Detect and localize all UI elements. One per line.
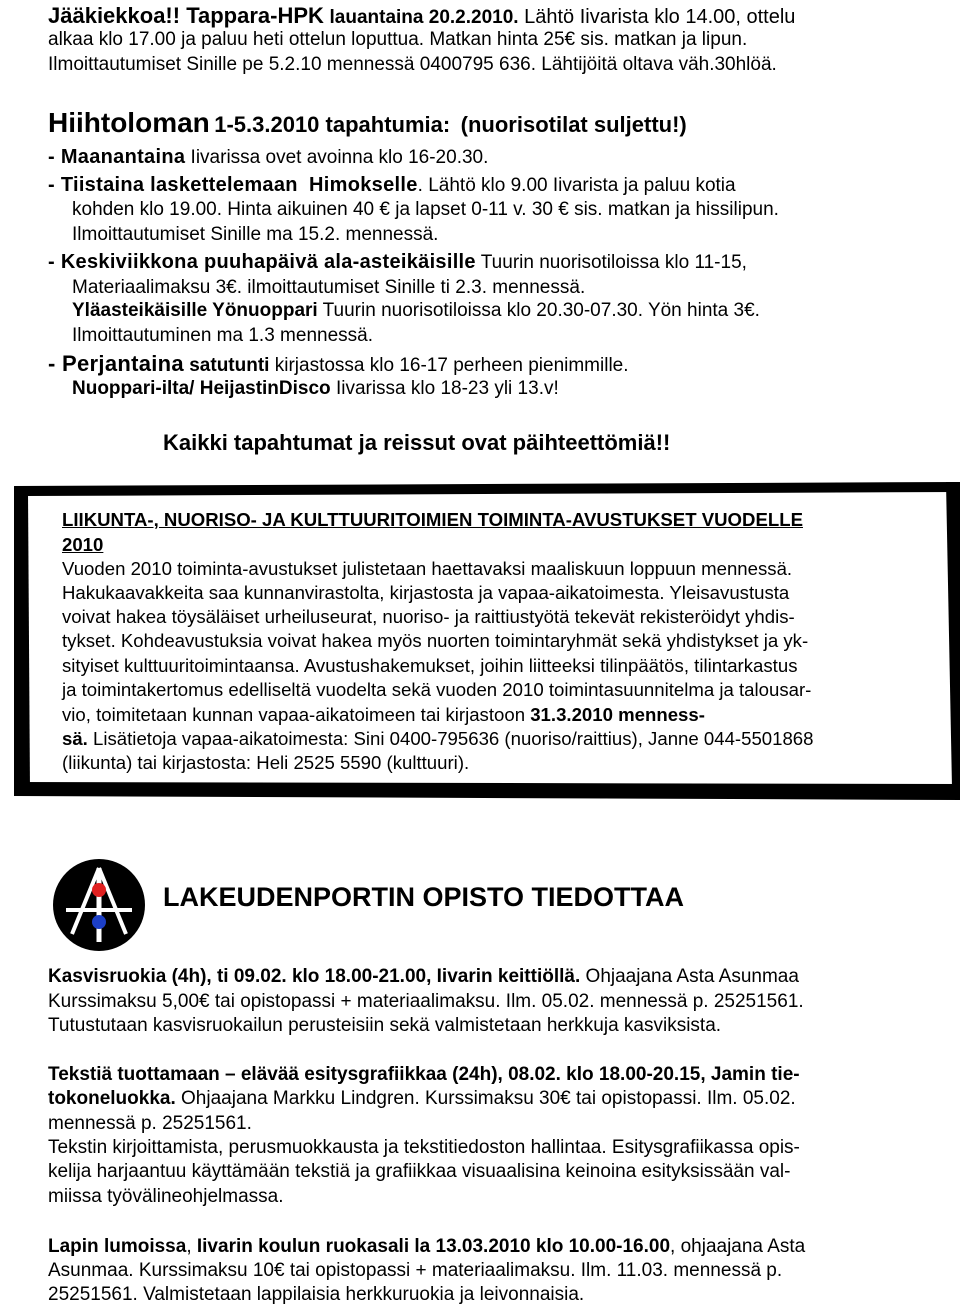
holiday-title: Hiihtoloman [48, 107, 210, 138]
friday-line-2: Nuoppari-ilta/ HeijastinDisco Iivarissa klo 18-23 yli 13.v! [72, 378, 559, 399]
wednesday-line: - Keskiviikkona puuhapäivä ala-asteikäisille Tuurin nuorisotiloissa klo 11-15, [48, 251, 747, 273]
grants-heading-2: 2010 [62, 534, 104, 555]
wednesday-line-2: Materiaalimaksu 3€. ilmoittautumiset Sinille ti 2.3. mennessä. [72, 277, 586, 298]
grants-line: sityiset kulttuuritoimintaansa. Avustushakemukset, joihin liitteeksi tilinpäätös, tilintarkastus [62, 655, 798, 676]
course-2-title: Tekstiä tuottamaan – elävää esitysgrafiikkaa (24h), 08.02. klo 18.00-20.15, Jamin tie- [48, 1064, 800, 1085]
substance-free-note: Kaikki tapahtumat ja reissut ovat päihteettömiä!! [163, 430, 671, 455]
holiday-heading [48, 107, 687, 139]
grants-line: tykset. Kohdeavustuksia voivat hakea myös nuorten toimintaryhmät sekä yhdistykset ja yk- [62, 630, 809, 651]
course-3-line-3: 25251561. Valmistetaan lappilaisia herkkuruokia ja leivonnaisia. [48, 1284, 585, 1305]
course-2-line-2: tokoneluokka. Ohjaajana Markku Lindgren. Kurssimaksu 30€ tai opistopassi. Ilm. 05.02. [48, 1088, 796, 1109]
wednesday-line-4: Ilmoittautuminen ma 1.3 mennessä. [72, 325, 373, 346]
grants-line: vio, toimitetaan kunnan vapaa-aikatoimeen tai kirjastoon 31.3.2010 menness- [62, 704, 705, 725]
course-3-line-1: Lapin lumoissa, Iivarin koulun ruokasali la 13.03.2010 klo 10.00-16.00, ohjaajana Asta [48, 1236, 806, 1257]
tuesday-line-3: Ilmoittautumiset Sinille ma 15.2. mennessä. [72, 224, 439, 245]
course-3-title: Lapin lumoissa [48, 1236, 187, 1257]
hockey-line-1 [48, 3, 795, 29]
friday-line: - Perjantaina satutunti kirjastossa klo 16-17 perheen pienimmille. [48, 351, 629, 376]
course-1-title: Kasvisruokia (4h), ti 09.02. klo 18.00-21.00, Iivarin keittiöllä. [48, 966, 581, 987]
course-1-line-2: Kurssimaksu 5,00€ tai opistopassi + materiaalimaksu. Ilm. 05.02. mennessä p. 25251561. [48, 991, 804, 1012]
course-2-line-5: kelija harjaantuu käyttämään tekstiä ja grafiikkaa visuaalisina keinoina esityksissään val- [48, 1161, 791, 1182]
course-2-line-3: mennessä p. 25251561. [48, 1113, 252, 1134]
grants-box [14, 482, 960, 800]
course-1-line-1: Kasvisruokia (4h), ti 09.02. klo 18.00-21.00, Iivarin keittiöllä. Ohjaajana Asta Asunmaa [48, 966, 799, 987]
grants-line: Vuoden 2010 toiminta-avustukset julistetaan haettavaksi maaliskuun loppuun mennessä. [62, 558, 793, 579]
monday-line: - Maanantaina Iivarissa ovet avoinna klo 16-20.30. [48, 146, 489, 168]
grants-heading-1: LIIKUNTA-, NUORISO- JA KULTTUURITOIMIEN TOIMINTA-AVUSTUKSET VUODELLE [62, 509, 803, 530]
course-1-line-3: Tutustutaan kasvisruokailun perusteisiin sekä valmistetaan herkkuja kasviksista. [48, 1015, 722, 1036]
hockey-date: lauantaina 20.2.2010. [329, 7, 519, 28]
holiday-note: (nuorisotilat suljettu!) [460, 112, 687, 137]
hockey-text: Lähtö Iivarista klo 14.00, ottelu [524, 6, 796, 28]
grants-line: sä. Lisätietoja vapaa-aikatoimesta: Sini 0400-795636 (nuoriso/raittius), Janne 044-5501868 [62, 728, 814, 749]
opisto-title: LAKEUDENPORTIN OPISTO TIEDOTTAA [163, 882, 685, 912]
tuesday-line-2: kohden klo 19.00. Hinta aikuinen 40 € ja lapset 0-11 v. 30 € sis. matkan ja hissilipun. [72, 199, 779, 220]
grants-line: (liikunta) tai kirjastosta: Heli 2525 5590 (kulttuuri). [62, 752, 470, 773]
course-2-line-4: Tekstin kirjoittamista, perusmuokkausta ja tekstitiedoston hallintaa. Esitysgrafiikassa opis- [48, 1137, 800, 1158]
hockey-title: Jääkiekkoa!! Tappara-HPK [48, 3, 324, 28]
grants-line: ja toimintakertomus edelliseltä vuodelta sekä vuoden 2010 toimintasuunnitelma ja talousar- [62, 679, 812, 700]
grants-line: voivat hakea töysäläiset urheiluseurat, nuoriso- ja raittiustyötä tekevät rekisteröidyt yhdis- [62, 606, 795, 627]
opisto-logo [52, 858, 146, 952]
hockey-line-2: alkaa klo 17.00 ja paluu heti ottelun loputtua. Matkan hinta 25€ sis. matkan ja lipun. [48, 29, 748, 50]
holiday-dates: 1-5.3.2010 tapahtumia: [214, 112, 451, 137]
course-2-line-6: miissa työvälineohjelmassa. [48, 1186, 284, 1207]
wednesday-line-3: Yläasteikäisille Yönuoppari Tuurin nuorisotiloissa klo 20.30-07.30. Yön hinta 3€. [72, 300, 760, 321]
grants-line: Hakukaavakkeita saa kunnanvirastolta, kirjastosta ja vapaa-aikatoimesta. Yleisavustusta [62, 582, 790, 603]
course-3-line-2: Asunmaa. Kurssimaksu 10€ tai opistopassi + materiaalimaksu. Ilm. 11.03. mennessä p. [48, 1260, 783, 1281]
tuesday-line: - Tiistaina laskettelemaan Himokselle. Lähtö klo 9.00 Iivarista ja paluu kotia [48, 174, 736, 196]
hockey-line-3: Ilmoittautumiset Sinille pe 5.2.10 mennessä 0400795 636. Lähtijöitä oltava väh.30hlöä. [48, 54, 777, 75]
grants-deadline: 31.3.2010 menness- [530, 704, 705, 725]
